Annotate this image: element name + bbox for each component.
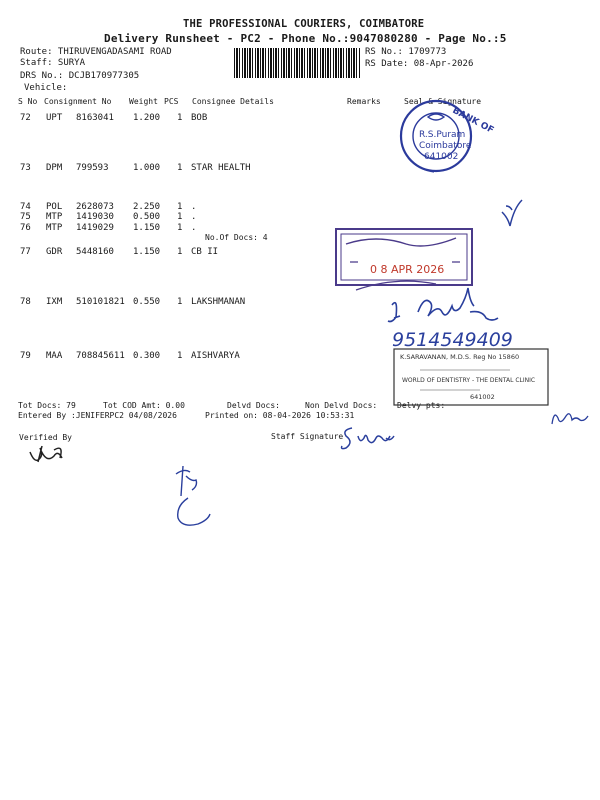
row-consignee: .: [191, 202, 197, 212]
row-weight: 1.150: [133, 247, 161, 257]
entered-by: Entered By :JENIFERPC2 04/08/2026: [18, 411, 177, 420]
row-sno: 73: [20, 163, 31, 173]
row-sno: 79: [20, 351, 31, 361]
row-sno: 75: [20, 212, 31, 222]
row-pcs: 1: [177, 163, 183, 173]
row-pcs: 1: [177, 247, 183, 257]
runsheet-title: Delivery Runsheet - PC2 - Phone No.:9047080280 - Page No.:5: [104, 32, 507, 45]
company-title: THE PROFESSIONAL COURIERS, COIMBATORE: [183, 18, 425, 30]
row-weight: 0.300: [133, 351, 161, 361]
bank-stamp-line1: BANK OF: [450, 105, 496, 136]
row-prefix: IXM: [46, 297, 63, 307]
blue-scribble-signature: [176, 466, 210, 525]
col-consignment: Consignment No: [44, 97, 112, 106]
col-pcs: PCS: [164, 97, 179, 106]
rs-date: RS Date: 08-Apr-2026: [365, 59, 474, 69]
row-consignee: .: [191, 223, 197, 233]
row-number: 1419030: [76, 212, 114, 222]
row-sno: 76: [20, 223, 31, 233]
row-pcs: 1: [177, 212, 183, 222]
row-number: 510101821: [76, 297, 125, 307]
row-sno: 72: [20, 113, 31, 123]
col-remarks: Remarks: [347, 97, 381, 106]
row-number: 5448160: [76, 247, 114, 257]
delvd-docs: Delvd Docs:: [227, 401, 280, 410]
verified-by-label: Verified By: [19, 433, 72, 442]
row-prefix: DPM: [46, 163, 63, 173]
row-pcs: 1: [177, 202, 183, 212]
row-weight: 1.200: [133, 113, 161, 123]
row-prefix: MAA: [46, 351, 63, 361]
row-number: 799593: [76, 163, 109, 173]
row-consignee: CB II: [191, 247, 219, 257]
staff-signature: [342, 428, 395, 449]
row-weight: 1.000: [133, 163, 161, 173]
row-pcs: 1: [177, 223, 183, 233]
row-prefix: MTP: [46, 212, 63, 222]
no-of-docs: No.Of Docs: 4: [205, 233, 268, 242]
clinic-stamp: [394, 349, 548, 405]
row-consignee: BOB: [191, 113, 208, 123]
row-pcs: 1: [177, 351, 183, 361]
bank-stamp: [401, 101, 495, 172]
delvy-pts: Delvy pts:: [397, 401, 446, 410]
col-weight: Weight: [129, 97, 158, 106]
printed-on: Printed on: 08-04-2026 10:53:31: [205, 411, 355, 420]
row-number: 8163041: [76, 113, 114, 123]
row-pcs: 1: [177, 297, 183, 307]
staff-label: Staff: SURYA: [20, 58, 86, 68]
verifier-signature: [30, 446, 62, 462]
row-pcs: 1: [177, 113, 183, 123]
row-prefix: UPT: [46, 113, 63, 123]
col-sno: S No: [18, 97, 38, 106]
non-delvd-docs: Non Delvd Docs:: [305, 401, 378, 410]
vehicle-label: Vehicle:: [24, 83, 68, 93]
row-number: 708845611: [76, 351, 125, 361]
row-weight: 0.500: [133, 212, 161, 222]
row-weight: 2.250: [133, 202, 161, 212]
tot-docs: Tot Docs: 79: [18, 401, 76, 410]
checkmark-signature: [502, 200, 522, 226]
col-consignee: Consignee Details: [192, 97, 274, 106]
rs-number: RS No.: 1709773: [365, 47, 447, 57]
row-number: 2628073: [76, 202, 114, 212]
bank-stamp-line3: Coimbatore: [419, 141, 472, 151]
date-stamp: [336, 229, 472, 290]
tot-cod-amount: Tot COD Amt: 0.00: [103, 401, 185, 410]
row-weight: 1.150: [133, 223, 161, 233]
drs-label: DRS No.: DCJB170977305: [20, 71, 140, 81]
row-weight: 0.550: [133, 297, 161, 307]
date-stamp-text: 0 8 APR 2026: [370, 263, 445, 276]
handwritten-phone: 9514549409: [392, 329, 513, 351]
row-prefix: GDR: [46, 247, 63, 257]
row-number: 1419029: [76, 223, 114, 233]
row-consignee: .: [191, 212, 197, 222]
col-seal: Seal & Signature: [404, 97, 482, 106]
row-consignee: LAKSHMANAN: [191, 297, 246, 307]
row-prefix: MTP: [46, 223, 63, 233]
clinic-stamp-line1: K.SARAVANAN, M.D.S. Reg No 15860: [400, 353, 520, 361]
row-sno: 77: [20, 247, 31, 257]
receiver-signature: [388, 288, 498, 322]
bank-stamp-line2: R.S.Puram: [419, 130, 466, 140]
row-prefix: POL: [46, 202, 63, 212]
row-sno: 78: [20, 297, 31, 307]
bank-stamp-line4: 641002: [424, 152, 459, 162]
staff-signature-label: Staff Signature: [271, 432, 344, 441]
row-sno: 74: [20, 202, 31, 212]
row-consignee: STAR HEALTH: [191, 163, 251, 173]
clinic-stamp-line2: WORLD OF DENTISTRY - THE DENTAL CLINIC: [402, 377, 536, 384]
route-label: Route: THIRUVENGADASAMI ROAD: [20, 47, 172, 57]
row-consignee: AISHVARYA: [191, 351, 240, 361]
clinic-stamp-pin: 641002: [470, 393, 495, 401]
clinic-signature: [552, 414, 588, 424]
